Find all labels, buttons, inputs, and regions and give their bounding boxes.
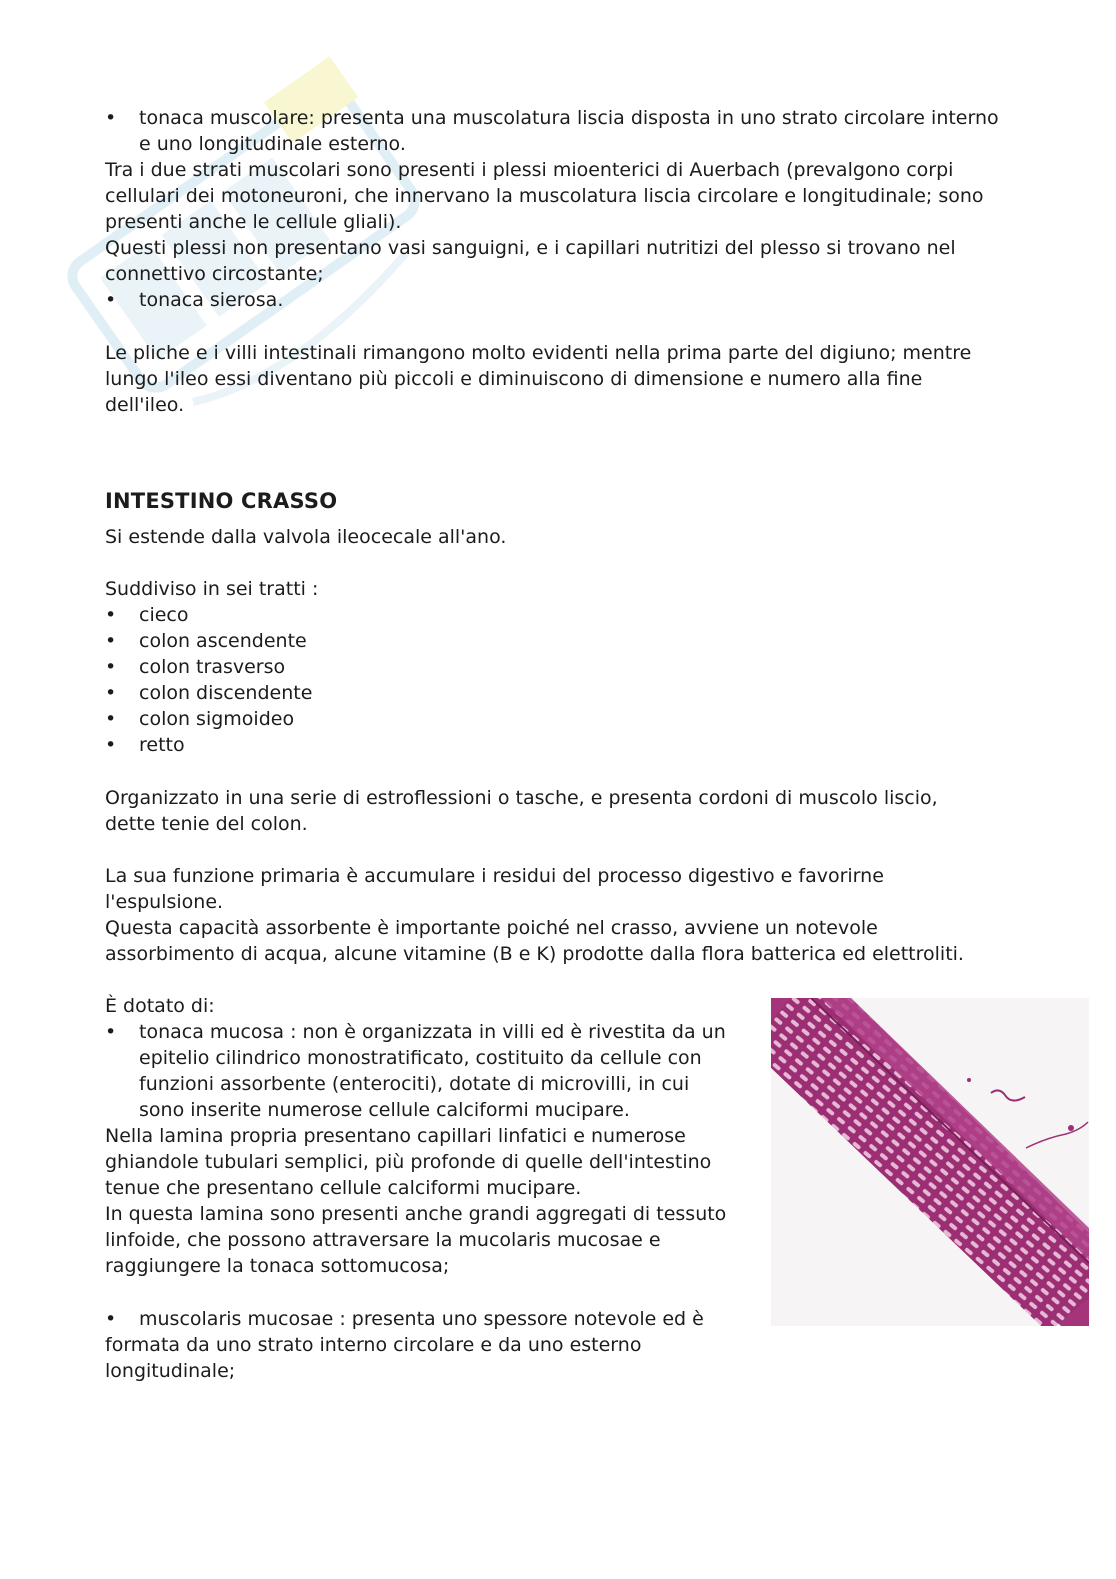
dotato-label: È dotato di: [105, 995, 215, 1017]
list-item-tratto: colon sigmoideo [139, 708, 295, 730]
paragraph-line: Questa capacità assorbente è importante poiché nel crasso, avviene un notevole [105, 917, 878, 939]
list-item-tratto: colon trasverso [139, 656, 286, 678]
bullet-marker: • [105, 107, 117, 129]
paragraph-line: lungo l'ileo essi diventano più piccoli e diminuiscono di dimensione e numero alla fine [105, 368, 923, 390]
paragraph-line: ghiandole tubulari semplici, più profonde di quelle dell'intestino [105, 1151, 712, 1173]
bullet-tonaca-muscolare: tonaca muscolare: presenta una muscolatura liscia disposta in uno strato circolare interno [139, 107, 999, 129]
paragraph-line: Organizzato in una serie di estroflessioni o tasche, e presenta cordoni di muscolo liscio, [105, 787, 938, 809]
list-item-tratto: retto [139, 734, 185, 756]
paragraph-line: presenti anche le cellule gliali). [105, 211, 402, 233]
paragraph-line: Tra i due strati muscolari sono presenti i plessi mioenterici di Auerbach (prevalgono corpi [105, 159, 954, 181]
bullet-marker: • [105, 630, 117, 652]
bullet-marker: • [105, 289, 117, 311]
paragraph-line: linfoide, che possono attraversare la mucolaris mucosae e [105, 1229, 661, 1251]
list-item-tratto: colon ascendente [139, 630, 307, 652]
paragraph-line: l'espulsione. [105, 891, 224, 913]
bullet-marker: • [105, 656, 117, 678]
histology-micrograph [771, 998, 1089, 1326]
bullet-muscolaris-mucosae: muscolaris mucosae : presenta uno spessore notevole ed è [139, 1308, 704, 1330]
tratti-label: Suddiviso in sei tratti : [105, 578, 319, 600]
paragraph-line: In questa lamina sono presenti anche grandi aggregati di tessuto [105, 1203, 727, 1225]
paragraph-line: La sua funzione primaria è accumulare i residui del processo digestivo e favorirne [105, 865, 884, 887]
paragraph-line: connettivo circostante; [105, 263, 324, 285]
paragraph-line: assorbimento di acqua, alcune vitamine (B e K) prodotte dalla flora batterica ed elettroliti. [105, 943, 964, 965]
paragraph-line: cellulari dei motoneuroni, che innervano la muscolatura liscia circolare e longitudinale; sono [105, 185, 984, 207]
list-item-tratto: colon discendente [139, 682, 313, 704]
paragraph-line: Questi plessi non presentano vasi sanguigni, e i capillari nutritizi del plesso si trovano nel [105, 237, 956, 259]
paragraph-line: dette tenie del colon. [105, 813, 308, 835]
paragraph-line: dell'ileo. [105, 394, 185, 416]
list-item-tratto: cieco [139, 604, 189, 626]
bullet-tonaca-mucosa-cont: funzioni assorbente (enterociti), dotate di microvilli, in cui [139, 1073, 690, 1095]
bullet-marker: • [105, 1021, 117, 1043]
bullet-marker: • [105, 708, 117, 730]
intro-line: Si estende dalla valvola ileocecale all'ano. [105, 526, 507, 548]
bullet-marker: • [105, 1308, 117, 1330]
section-heading: INTESTINO CRASSO [105, 489, 338, 514]
paragraph-line: raggiungere la tonaca sottomucosa; [105, 1255, 450, 1277]
bullet-tonaca-mucosa: tonaca mucosa : non è organizzata in villi ed è rivestita da un [139, 1021, 726, 1043]
paragraph-line: longitudinale; [105, 1360, 236, 1382]
bullet-marker: • [105, 682, 117, 704]
bullet-tonaca-sierosa: tonaca sierosa. [139, 289, 284, 311]
bullet-marker: • [105, 604, 117, 626]
paragraph-line: tenue che presentano cellule calciformi mucipare. [105, 1177, 582, 1199]
bullet-tonaca-muscolare-cont: e uno longitudinale esterno. [139, 133, 406, 155]
paragraph-line: Nella lamina propria presentano capillari linfatici e numerose [105, 1125, 686, 1147]
bullet-tonaca-mucosa-cont: epitelio cilindrico monostratificato, costituito da cellule con [139, 1047, 702, 1069]
paragraph-line: formata da uno strato interno circolare e da uno esterno [105, 1334, 642, 1356]
bullet-tonaca-mucosa-cont: sono inserite numerose cellule calciformi mucipare. [139, 1099, 630, 1121]
paragraph-line: Le pliche e i villi intestinali rimangono molto evidenti nella prima parte del digiuno; mentre [105, 342, 972, 364]
bullet-marker: • [105, 734, 117, 756]
